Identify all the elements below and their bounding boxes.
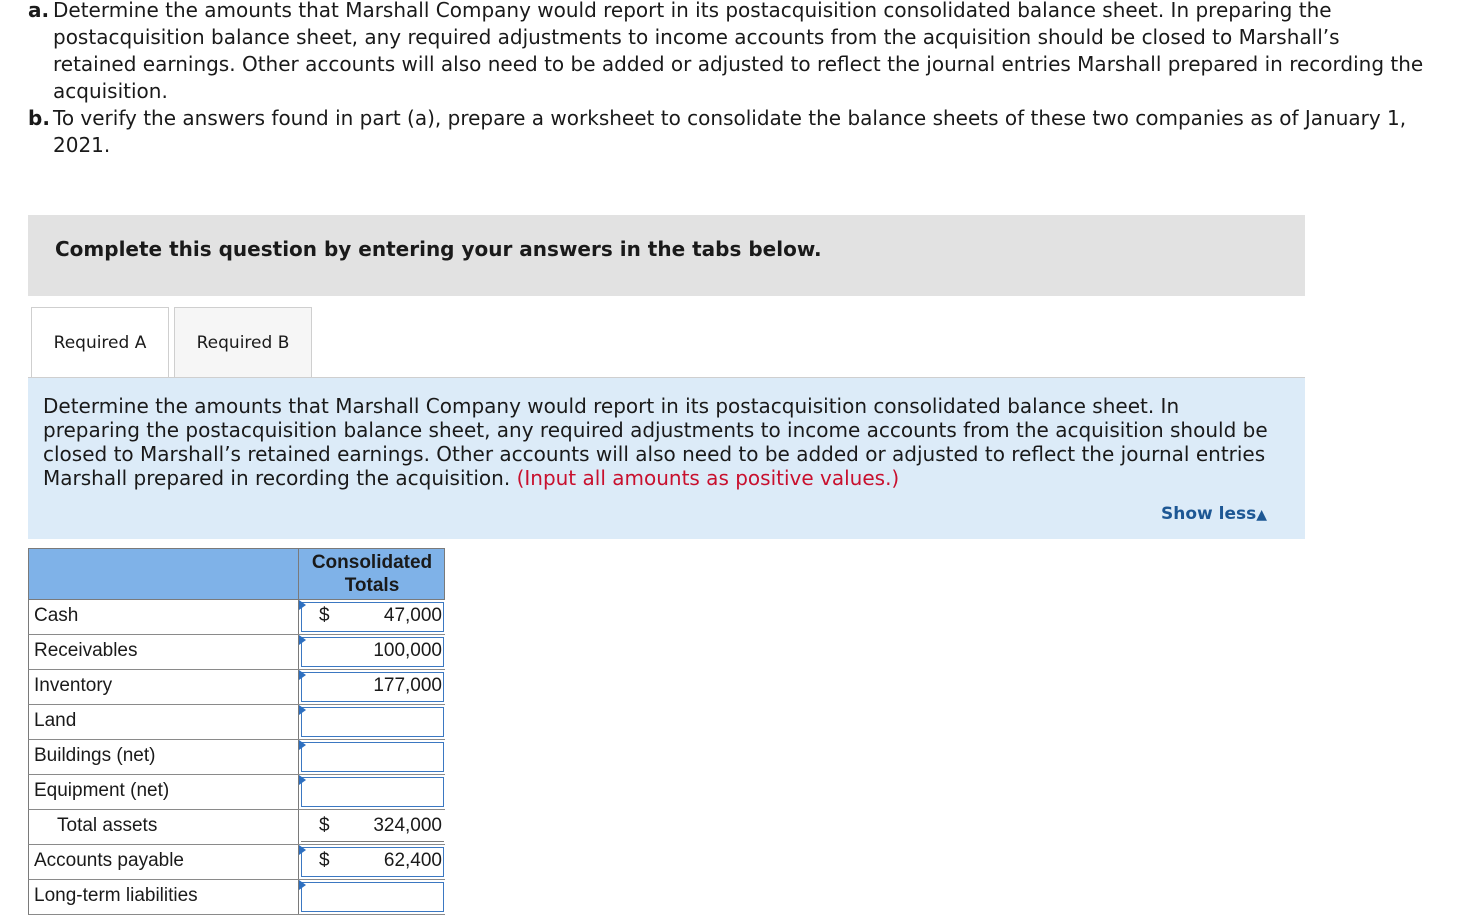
table-row [28, 880, 445, 915]
table-row [28, 740, 445, 775]
amount-cell [298, 740, 446, 774]
amount-cell [298, 705, 446, 739]
instructions-banner [28, 215, 1305, 296]
table-row [28, 600, 445, 635]
triangle-up-icon: ▲ [1256, 507, 1267, 523]
answer-marker-icon [299, 600, 306, 610]
table-row [28, 635, 445, 670]
part-a-letter: a. [28, 0, 50, 22]
amount-input[interactable] [301, 742, 444, 772]
row-label: Inventory [34, 675, 113, 696]
row-label: Long-term liabilities [34, 885, 198, 906]
currency-symbol: $ [319, 815, 330, 836]
answer-marker-icon [299, 845, 306, 855]
instructions-panel [28, 378, 1305, 539]
answer-marker-icon [299, 740, 306, 750]
amount-input[interactable] [301, 707, 444, 737]
part-b-letter: b. [28, 106, 50, 130]
instructions-text [43, 394, 1273, 490]
part-a-text: Determine the amounts that Marshall Company would report in its postacquisition consolidated balance sheet. In preparing the postacquisition balance sheet, any required adjustments to income accounts from the acquisition should be closed to Marshall’s retained earnings. Other accounts will also need to be added or adjusted to reflect the journal entries Marshall prepared in recording the acquisition. [53, 0, 1424, 103]
tab-required-a[interactable] [31, 307, 169, 378]
row-label: Accounts payable [34, 850, 184, 871]
part-b-text: To verify the answers found in part (a), prepare a worksheet to consolidate the balance sheets of these two companies as of January 1, 2021. [53, 106, 1407, 157]
row-label: Cash [34, 605, 79, 626]
table-row [28, 705, 445, 740]
amount-cell [298, 775, 446, 809]
tab-required-b-label: Required B [196, 332, 290, 353]
answer-marker-icon [299, 775, 306, 785]
tab-required-b[interactable] [174, 307, 312, 377]
row-label: Receivables [34, 640, 138, 661]
table-row [28, 775, 445, 810]
instructions-body: Determine the amounts that Marshall Company would report in its postacquisition consolidated balance sheet. In preparing the postacquisition balance sheet, any required adjustments to income accounts from the acquisition should be closed to Marshall’s retained earnings. Other accounts will also need to be added or adjusted to reflect the journal entries Marshall prepared in recording the acquisition. [43, 394, 1268, 490]
consolidated-table [28, 548, 445, 915]
banner-text: Complete this question by entering your answers in the tabs below. [55, 237, 822, 261]
amount-cell [298, 810, 446, 844]
column-header-consolidated-totals: Consolidated Totals [311, 552, 433, 596]
prompt-part-a [28, 0, 1428, 105]
table-row [28, 810, 445, 845]
answer-marker-icon [299, 670, 306, 680]
table-header [28, 548, 445, 600]
row-label: Equipment (net) [34, 780, 170, 801]
table-row [28, 845, 445, 880]
amount-input[interactable] [301, 882, 444, 912]
row-label: Buildings (net) [34, 745, 156, 766]
amount-value: 324,000 [373, 815, 442, 836]
answer-marker-icon [299, 635, 306, 645]
tab-required-a-label: Required A [53, 333, 147, 353]
amount-value: 177,000 [373, 675, 442, 696]
answer-marker-icon [299, 880, 306, 890]
show-less-label: Show less [1160, 504, 1257, 524]
amount-cell [298, 600, 446, 634]
answer-marker-icon [299, 705, 306, 715]
show-less-link[interactable] [1161, 504, 1267, 524]
amount-value: 62,400 [383, 850, 442, 871]
row-label: Land [34, 710, 77, 731]
table-body [28, 600, 445, 915]
prompt-part-b [28, 105, 1428, 159]
amount-cell [298, 845, 446, 879]
row-label: Total assets [57, 815, 158, 836]
currency-symbol: $ [319, 605, 330, 626]
instructions-note: (Input all amounts as positive values.) [516, 466, 900, 490]
amount-cell [298, 635, 446, 669]
table-row [28, 670, 445, 705]
currency-symbol: $ [319, 850, 330, 871]
amount-cell [298, 880, 446, 914]
amount-input[interactable] [301, 777, 444, 807]
question-prompt [28, 0, 1428, 159]
amount-value: 100,000 [373, 640, 442, 661]
amount-cell [298, 670, 446, 704]
amount-value: 47,000 [383, 605, 442, 626]
